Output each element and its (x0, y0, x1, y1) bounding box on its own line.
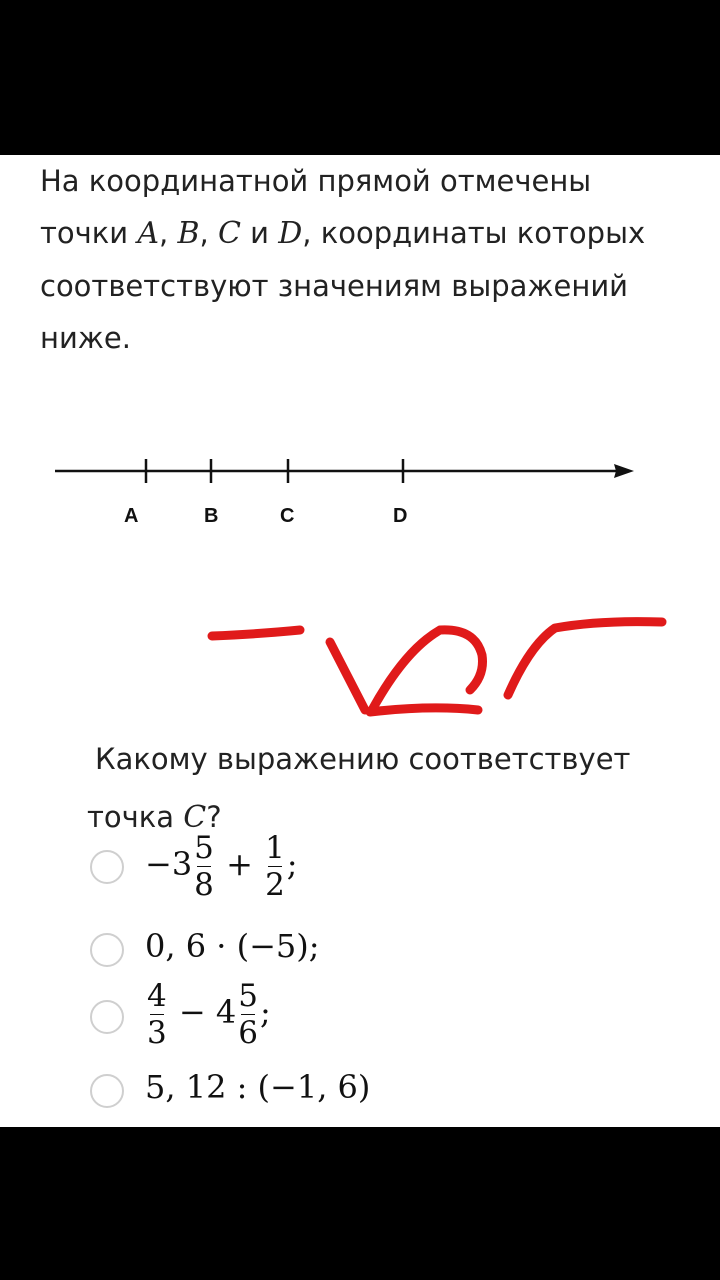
option-1-expression: −3 $\frac{5}{8}$ + $\frac{1}{2}$ ; (145, 830, 298, 903)
label-b: B (204, 505, 219, 527)
question-line-2: точка C? (87, 800, 222, 835)
point-a-var: A (137, 216, 160, 251)
point-d-var: D (278, 216, 303, 251)
option-4-expression: 5, 12 : (−1, 6) (145, 1068, 371, 1106)
bottom-black-bar (0, 1127, 720, 1280)
label-a: A (124, 505, 139, 527)
answer-option-4[interactable] (90, 1070, 590, 1127)
top-black-bar (0, 0, 720, 155)
question-point-var: C (183, 800, 207, 835)
radio-button-4[interactable] (90, 1074, 124, 1108)
axis-arrow (614, 464, 634, 478)
option-1-fraction-2: $\frac{1}{2}$ (265, 830, 285, 903)
intro-line-1: На координатной прямой отмечены (40, 164, 592, 198)
scribble-stroke-4 (508, 622, 662, 695)
content-area (0, 155, 720, 1127)
intro-line-3: соответствуют значениям выражений (40, 269, 629, 303)
answer-option-2[interactable] (90, 923, 590, 983)
option-2-expression: 0, 6 · (−5); (145, 927, 320, 965)
option-3-fraction-1: $\frac{4}{3}$ (147, 978, 167, 1051)
intro-line-4: ниже. (40, 321, 131, 355)
scribble-stroke-1 (330, 642, 365, 710)
label-c: C (280, 505, 295, 527)
answer-option-3[interactable] (90, 978, 590, 1051)
label-d: D (393, 505, 408, 527)
intro-line-2: точки A, B, C и D, координаты которых (40, 216, 646, 251)
radio-button-3[interactable] (90, 1000, 124, 1034)
question-line-1: Какому выражению соответствует (95, 742, 631, 776)
point-b-var: B (177, 216, 200, 251)
scribble-dash (212, 630, 300, 636)
red-handwriting (200, 600, 680, 730)
problem-statement (40, 155, 700, 364)
option-1-fraction-1: $\frac{5}{8}$ (194, 830, 214, 903)
answer-option-1[interactable] (90, 830, 590, 903)
scribble-stroke-2 (372, 630, 483, 710)
radio-button-1[interactable] (90, 850, 124, 884)
scribble-stroke-3 (370, 708, 478, 712)
option-3-expression: $\frac{4}{3}$ − 4 $\frac{5}{6}$ ; (147, 978, 271, 1051)
radio-button-2[interactable] (90, 933, 124, 967)
point-c-var: C (217, 216, 241, 251)
option-3-fraction-2: $\frac{5}{6}$ (238, 978, 258, 1051)
number-line (50, 445, 650, 485)
question-text (87, 730, 695, 847)
